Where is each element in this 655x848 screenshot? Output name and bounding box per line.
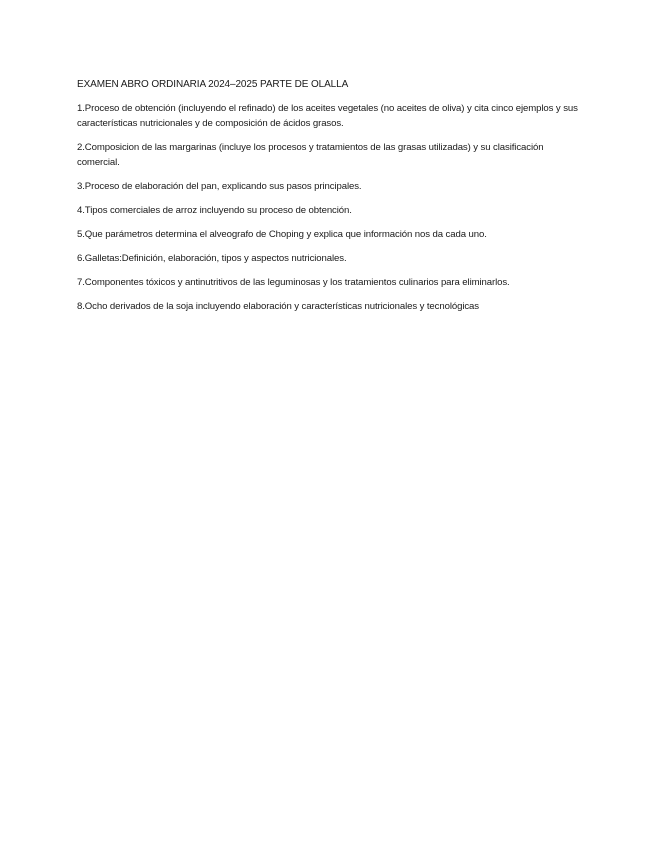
question-4: 4.Tipos comerciales de arroz incluyendo su proceso de obtención. — [77, 205, 352, 216]
question-7: 7.Componentes tóxicos y antinutritivos de las leguminosas y los tratamientos culinarios para eliminarlos. — [77, 277, 510, 288]
question-5: 5.Que parámetros determina el alveografo de Choping y explica que información nos da cada uno. — [77, 229, 487, 240]
question-8: 8.Ocho derivados de la soja incluyendo elaboración y características nutricionales y tecnológicas — [77, 301, 479, 312]
document-body — [77, 78, 582, 323]
question-6: 6.Galletas:Definición, elaboración, tipos y aspectos nutricionales. — [77, 253, 347, 264]
question-1: 1.Proceso de obtención (incluyendo el refinado) de los aceites vegetales (no aceites de oliva) y cita cinco ejemplos y sus características nutricionales y de composición de ácidos grasos. — [77, 103, 578, 129]
document-title: EXAMEN ABRO ORDINARIA 2024–2025 PARTE DE OLALLA — [77, 79, 349, 90]
question-2: 2.Composicion de las margarinas (incluye los procesos y tratamientos de las grasas utilizadas) y su clasificación comercial. — [77, 142, 544, 168]
question-list — [77, 101, 582, 314]
question-3: 3.Proceso de elaboración del pan, explicando sus pasos principales. — [77, 181, 362, 192]
